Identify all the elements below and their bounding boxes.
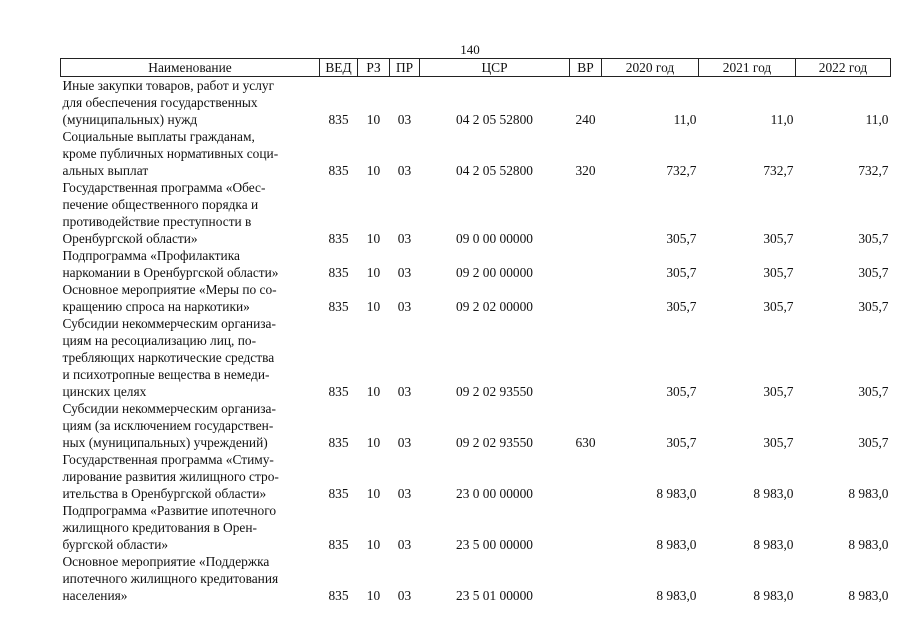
row-pr: 03 [397,537,412,552]
row-ved: 835 [328,112,349,127]
row-ved: 835 [328,588,349,603]
row-name-line: Субсидии некоммерческим организа- [62,316,276,331]
header-name: Наименование [61,59,320,77]
row-value-2021: 732,7 [763,163,794,178]
row-name-line: кроме публичных нормативных соци- [62,146,279,161]
row-value-2020: 305,7 [666,299,697,314]
row-name-line: (муниципальных) нужд [62,112,198,127]
row-csr: 09 2 02 00000 [456,299,533,314]
row-csr: 09 2 00 00000 [456,265,533,280]
row-rz: 10 [366,435,381,450]
row-value-2020: 305,7 [666,231,697,246]
row-name-line: цинских целях [62,384,147,399]
table-row [61,553,891,604]
row-rz: 10 [366,231,381,246]
row-value-2022: 305,7 [858,299,889,314]
row-vr: 320 [575,163,596,178]
row-rz: 10 [366,486,381,501]
row-name-line: ных (муниципальных) учреждений) [62,435,268,450]
row-ved: 835 [328,435,349,450]
row-name-line: Основное мероприятие «Поддержка [62,554,270,569]
row-value-2022: 305,7 [858,435,889,450]
row-ved: 835 [328,265,349,280]
row-name-line: печение общественного порядка и [62,197,259,212]
row-rz: 10 [366,265,381,280]
table-row [61,502,891,553]
row-name-line: противодействие преступности в [62,214,252,229]
row-ved: 835 [328,486,349,501]
row-name [61,315,320,400]
row-value-2021: 305,7 [763,265,794,280]
row-name-line: Государственная программа «Стиму- [62,452,274,467]
row-name [61,400,320,451]
row-value-2020: 11,0 [673,112,697,127]
row-value-2020: 8 983,0 [656,537,697,552]
row-vr [570,451,602,502]
table-row [61,451,891,502]
header-ved: ВЕД [320,59,358,77]
row-csr: 04 2 05 52800 [456,163,533,178]
page-number: 140 [460,42,480,57]
row-value-2022: 8 983,0 [848,537,889,552]
row-value-2021: 8 983,0 [753,537,794,552]
row-csr: 09 0 00 00000 [456,231,533,246]
row-value-2021: 305,7 [763,435,794,450]
row-ved: 835 [328,537,349,552]
row-ved: 835 [328,299,349,314]
row-name-line: циям (за исключением государствен- [62,418,274,433]
row-value-2022: 11,0 [865,112,889,127]
row-vr [570,315,602,400]
row-vr: 240 [575,112,596,127]
row-name [61,451,320,502]
row-value-2022: 305,7 [858,231,889,246]
row-value-2020: 732,7 [666,163,697,178]
row-name-line: Оренбургской области» [62,231,198,246]
row-csr: 23 0 00 00000 [456,486,533,501]
row-name-line: кращению спроса на наркотики» [62,299,250,314]
row-rz: 10 [366,299,381,314]
row-name-line: Государственная программа «Обес- [62,180,266,195]
header-2022: 2022 год [796,59,891,77]
row-pr: 03 [397,435,412,450]
row-value-2021: 11,0 [770,112,794,127]
row-value-2020: 305,7 [666,384,697,399]
row-pr: 03 [397,384,412,399]
row-name-line: Подпрограмма «Профилактика [62,248,240,263]
row-csr: 23 5 00 00000 [456,537,533,552]
row-vr: 630 [575,435,596,450]
row-name [61,553,320,604]
row-name-line: Социальные выплаты гражданам, [62,129,255,144]
row-name-line: Основное мероприятие «Меры по со- [62,282,277,297]
row-csr: 04 2 05 52800 [456,112,533,127]
header-csr: ЦСР [420,59,570,77]
row-name-line: наркомании в Оренбургской области» [62,265,279,280]
row-pr: 03 [397,299,412,314]
row-name-line: Субсидии некоммерческим организа- [62,401,276,416]
table-row [61,315,891,400]
row-pr: 03 [397,112,412,127]
row-rz: 10 [366,163,381,178]
table-header-row [61,59,891,77]
row-pr: 03 [397,588,412,603]
row-pr: 03 [397,486,412,501]
row-rz: 10 [366,384,381,399]
row-pr: 03 [397,163,412,178]
row-vr [570,553,602,604]
row-name [61,179,320,247]
row-ved: 835 [328,384,349,399]
header-rz: РЗ [358,59,390,77]
budget-table [60,58,891,604]
table-row [61,400,891,451]
table-row [61,77,891,129]
row-value-2022: 8 983,0 [848,588,889,603]
row-vr [570,179,602,247]
table-row [61,179,891,247]
table-row [61,281,891,315]
header-2021: 2021 год [699,59,796,77]
row-value-2022: 732,7 [858,163,889,178]
row-name-line: для обеспечения государственных [62,95,258,110]
header-2020: 2020 год [602,59,699,77]
row-ved: 835 [328,163,349,178]
row-name-line: Подпрограмма «Развитие ипотечного [62,503,277,518]
row-value-2020: 305,7 [666,265,697,280]
row-name-line: циям на ресоциализацию лиц, по- [62,333,257,348]
row-value-2022: 305,7 [858,384,889,399]
table-row [61,128,891,179]
table-row [61,247,891,281]
row-value-2021: 305,7 [763,231,794,246]
row-value-2022: 305,7 [858,265,889,280]
row-name-line: ипотечного жилищного кредитования [62,571,279,586]
row-name [61,128,320,179]
row-name [61,281,320,315]
row-name-line: лирование развития жилищного стро- [62,469,279,484]
row-rz: 10 [366,112,381,127]
row-value-2021: 8 983,0 [753,486,794,501]
row-csr: 23 5 01 00000 [456,588,533,603]
row-pr: 03 [397,265,412,280]
row-name [61,77,320,129]
row-value-2020: 8 983,0 [656,588,697,603]
row-ved: 835 [328,231,349,246]
row-value-2021: 8 983,0 [753,588,794,603]
row-name-line: бургской области» [62,537,169,552]
table-body [61,77,891,605]
row-name-line: населения» [62,588,128,603]
header-pr: ПР [390,59,420,77]
row-name-line: ительства в Оренбургской области» [62,486,267,501]
row-value-2021: 305,7 [763,384,794,399]
row-csr: 09 2 02 93550 [456,435,533,450]
row-name [61,502,320,553]
row-value-2022: 8 983,0 [848,486,889,501]
row-name-line: и психотропные вещества в немеди- [62,367,270,382]
row-rz: 10 [366,588,381,603]
row-name-line: альных выплат [62,163,149,178]
header-vr: ВР [570,59,602,77]
row-value-2020: 8 983,0 [656,486,697,501]
row-value-2020: 305,7 [666,435,697,450]
row-rz: 10 [366,537,381,552]
row-value-2021: 305,7 [763,299,794,314]
row-name [61,247,320,281]
row-name-line: требляющих наркотические средства [62,350,275,365]
row-vr [570,247,602,281]
row-pr: 03 [397,231,412,246]
row-name-line: Иные закупки товаров, работ и услуг [62,78,275,93]
row-vr [570,281,602,315]
row-vr [570,502,602,553]
row-name-line: жилищного кредитования в Орен- [62,520,257,535]
row-csr: 09 2 02 93550 [456,384,533,399]
